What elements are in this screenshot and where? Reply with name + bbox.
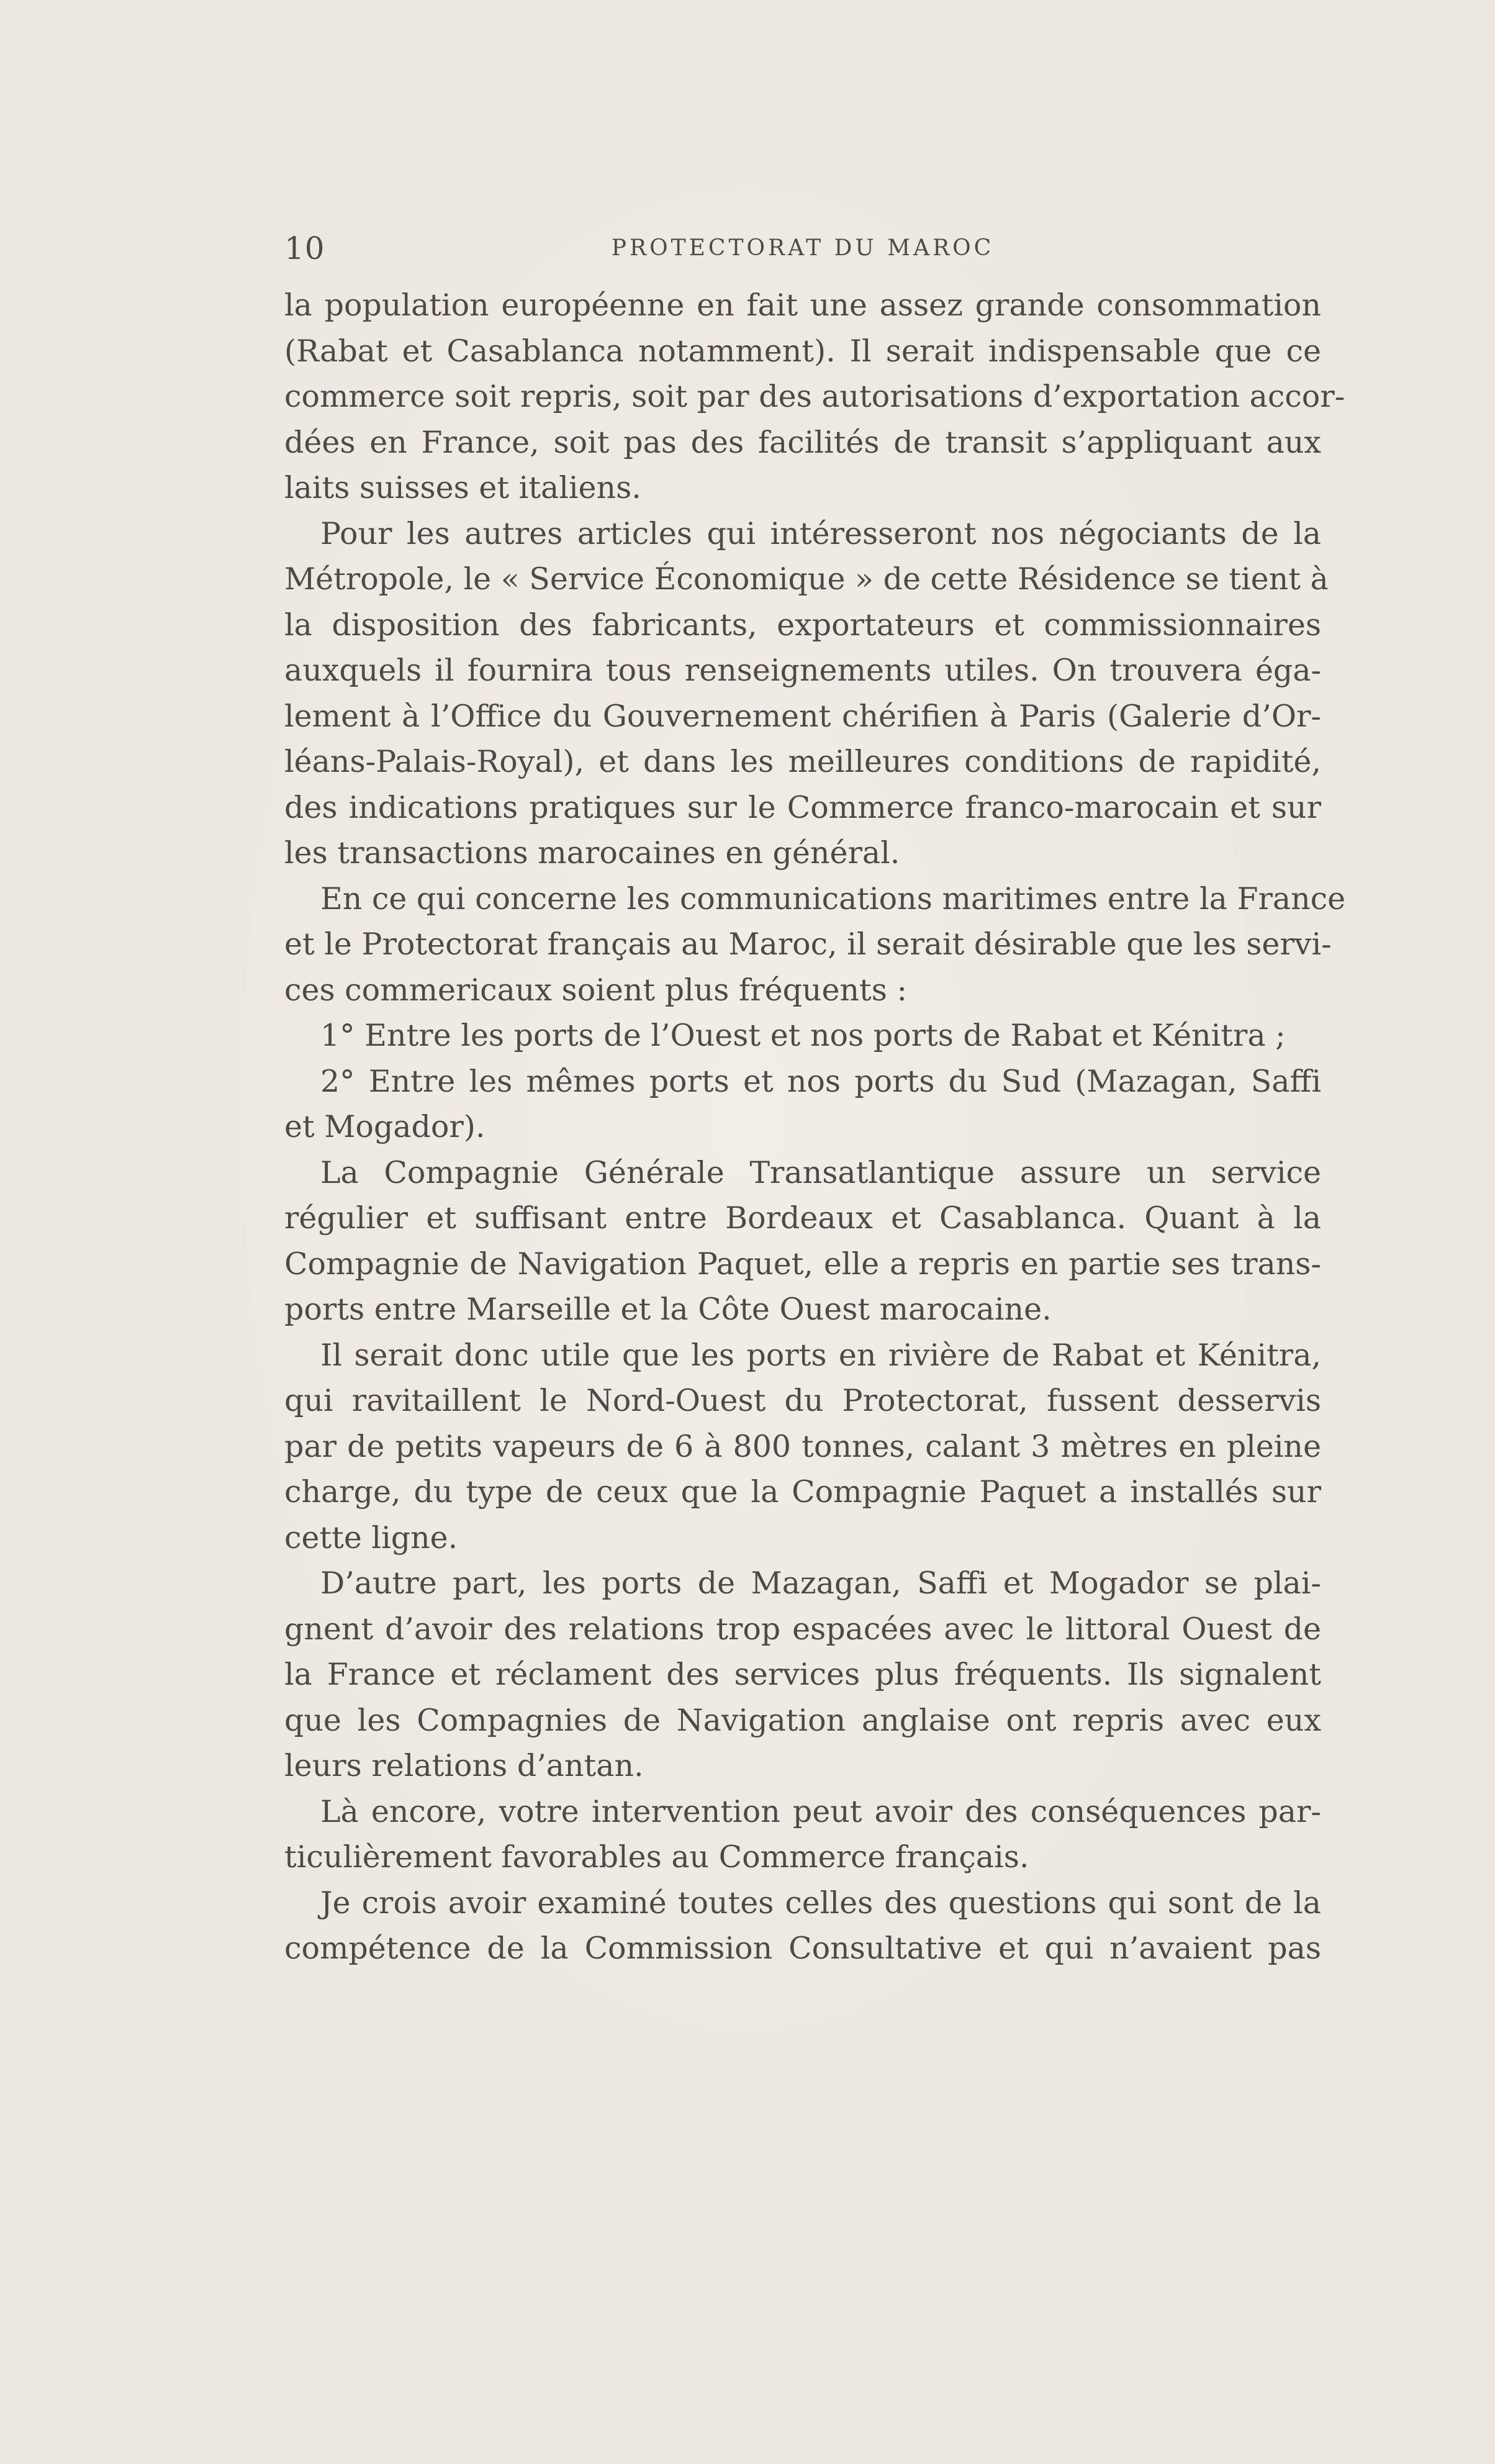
text-line: D’autre part, les ports de Mazagan, Saffi et Mogador se plai-	[320, 1565, 1321, 1601]
text-line: et le Protectorat français au Maroc, il serait désirable que les servi-	[284, 926, 1332, 962]
page-number: 10	[284, 230, 325, 266]
text-line: laits suisses et italiens.	[284, 470, 641, 505]
text-line: compétence de la Commission Consultative et qui n’avaient pas	[284, 1931, 1321, 1966]
text-line: les transactions marocaines en général.	[284, 835, 900, 871]
text-line: Je crois avoir examiné toutes celles des questions qui sont de la	[320, 1885, 1321, 1921]
text-line: dées en France, soit pas des facilités de transit s’appliquant aux	[284, 424, 1321, 460]
text-line: 2° Entre les mêmes ports et nos ports du Sud (Mazagan, Saffi	[320, 1063, 1321, 1099]
text-line: des indications pratiques sur le Commerce franco-marocain et sur	[284, 789, 1321, 825]
text-line: qui ravitaillent le Nord-Ouest du Protectorat, fussent desservis	[284, 1383, 1321, 1418]
text-line: Métropole, le « Service Économique » de cette Résidence se tient à	[284, 561, 1329, 597]
text-line: régulier et suffisant entre Bordeaux et Casablanca. Quant à la	[284, 1200, 1321, 1236]
text-line: Là encore, votre intervention peut avoir des conséquences par-	[320, 1793, 1321, 1829]
text-line: la France et réclament des services plus fréquents. Ils signalent	[284, 1657, 1321, 1692]
text-line: Pour les autres articles qui intéresseront nos négociants de la	[320, 515, 1321, 551]
text-line: 1° Entre les ports de l’Ouest et nos ports de Rabat et Kénitra ;	[320, 1018, 1286, 1053]
text-line: La Compagnie Générale Transatlantique assure un service	[320, 1154, 1321, 1190]
text-line: Compagnie de Navigation Paquet, elle a repris en partie ses trans-	[284, 1246, 1321, 1282]
body-text	[284, 283, 1346, 1972]
running-head: PROTECTORAT DU MAROC	[611, 235, 995, 261]
text-line: leurs relations d’antan.	[284, 1748, 644, 1783]
text-line: gnent d’avoir des relations trop espacées avec le littoral Ouest de	[284, 1611, 1321, 1647]
text-line: auxquels il fournira tous renseignements utiles. On trouvera éga-	[284, 653, 1321, 688]
text-line: ticulièrement favorables au Commerce français.	[284, 1839, 1029, 1875]
page-header	[284, 224, 1321, 273]
text-line: charge, du type de ceux que la Compagnie Paquet a installés sur	[284, 1474, 1321, 1510]
text-line: ports entre Marseille et la Côte Ouest marocaine.	[284, 1292, 1052, 1327]
text-line: et Mogador).	[284, 1109, 486, 1144]
text-line: que les Compagnies de Navigation anglaise ont repris avec eux	[284, 1702, 1321, 1738]
text-line: commerce soit repris, soit par des autorisations d’exportation accor-	[284, 379, 1345, 414]
text-line: ces commericaux soient plus fréquents :	[284, 972, 907, 1008]
text-line: En ce qui concerne les communications maritimes entre la France	[320, 881, 1346, 917]
text-line: la population européenne en fait une assez grande consommation	[284, 288, 1321, 323]
text-line: la disposition des fabricants, exportateurs et commissionnaires	[284, 607, 1321, 643]
text-line: (Rabat et Casablanca notamment). Il serait indispensable que ce	[284, 333, 1321, 369]
text-line: cette ligne.	[284, 1520, 458, 1556]
text-line: lement à l’Office du Gouvernement chérifien à Paris (Galerie d’Or-	[284, 698, 1321, 734]
text-line: Il serait donc utile que les ports en rivière de Rabat et Kénitra,	[320, 1337, 1321, 1373]
text-line: par de petits vapeurs de 6 à 800 tonnes, calant 3 mètres en pleine	[284, 1428, 1321, 1464]
text-line: léans-Palais-Royal), et dans les meilleures conditions de rapidité,	[284, 744, 1321, 779]
